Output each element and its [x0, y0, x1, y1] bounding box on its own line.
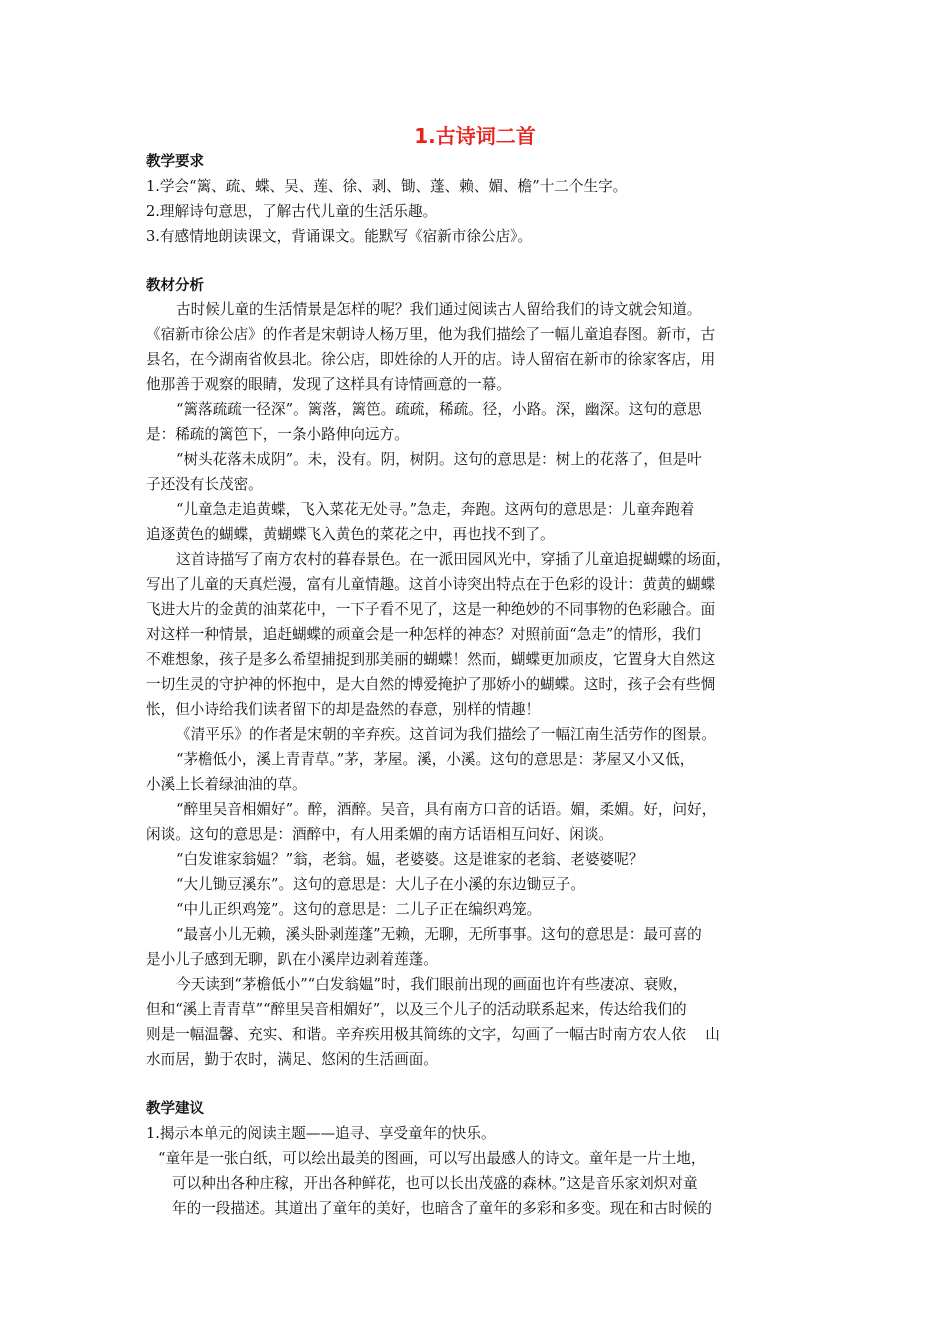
- text-line: “中儿正织鸡笼”。这句的意思是：二儿子正在编织鸡笼。: [176, 901, 542, 918]
- text-line: “醉里吴音相媚好”。醉，酒醉。吴音，具有南方口音的话语。媚，柔媚。好，问好，: [176, 801, 717, 818]
- text-line: 闲谈。这句的意思是：酒醉中，有人用柔媚的南方话语相互问好、闲谈。: [146, 826, 614, 843]
- text-line: “大儿锄豆溪东”。这句的意思是：大儿子在小溪的东边锄豆子。: [176, 876, 585, 893]
- text-line: “儿童急走追黄蝶，飞入菜花无处寻。”急走，奔跑。这两句的意思是：儿童奔跑着: [176, 501, 695, 518]
- requirement-item: 3.有感情地朗读课文，背诵课文。能默写《宿新市徐公店》。: [146, 228, 533, 245]
- text-line: 写出了儿童的天真烂漫，富有儿童情趣。这首小诗突出特点在于色彩的设计：黄黄的蝴蝶: [146, 576, 716, 593]
- text-line: 对这样一种情景，追赶蝴蝶的顽童会是一种怎样的神态？对照前面“急走”的情形，我们: [146, 626, 701, 643]
- requirements-list: [146, 174, 810, 249]
- text-line: “白发谁家翁媪？”翁，老翁。媪，老婆婆。这是谁家的老翁、老婆婆呢？: [176, 851, 644, 868]
- text-line: 则是一幅温馨、充实、和谐。辛弃疾用极其简练的文字，勾画了一幅古时南方农人依 山: [146, 1026, 720, 1043]
- text-line: “童年是一张白纸，可以绘出最美的图画，可以写出最感人的诗文。童年是一片土地，: [158, 1150, 706, 1167]
- text-line: “树头花落未成阴”。未，没有。阴，树阴。这句的意思是：树上的花落了，但是叶: [176, 451, 702, 468]
- text-line: “篱落疏疏一径深”。篱落，篱笆。疏疏，稀疏。径，小路。深，幽深。这句的意思: [176, 401, 702, 418]
- text-line: “最喜小儿无赖，溪头卧剥莲蓬”无赖，无聊，无所事事。这句的意思是：最可喜的: [176, 926, 702, 943]
- text-line: 年的一段描述。其道出了童年的美好，也暗含了童年的多彩和多变。现在和古时候的: [172, 1200, 712, 1217]
- text-line: 不难想象，孩子是多么希望捕捉到那美丽的蝴蝶！然而，蝴蝶更加顽皮，它置身大自然这: [146, 651, 716, 668]
- suggestions-body: [146, 1121, 810, 1221]
- requirement-item: 2.理解诗句意思，了解古代儿童的生活乐趣。: [146, 203, 438, 220]
- text-line: 古时候儿童的生活情景是怎样的呢？我们通过阅读古人留给我们的诗文就会知道。: [176, 301, 702, 318]
- analysis-body: [146, 297, 810, 1072]
- text-line: 怅，但小诗给我们读者留下的却是盎然的春意，别样的情趣！: [146, 701, 541, 718]
- section-heading-analysis: 教材分析: [146, 278, 204, 294]
- text-line: 《清平乐》的作者是宋朝的辛弃疾。这首词为我们描绘了一幅江南生活劳作的图景。: [176, 726, 716, 743]
- text-line: 追逐黄色的蝴蝶，黄蝴蝶飞入黄色的菜花之中，再也找不到了。: [146, 526, 555, 543]
- text-line: 县名，在今湖南省攸县北。徐公店，即姓徐的人开的店。诗人留宿在新市的徐家客店，用: [146, 351, 716, 368]
- text-line: “茅檐低小，溪上青青草。”茅，茅屋。溪，小溪。这句的意思是：茅屋又小又低，: [176, 751, 695, 768]
- section-heading-suggestions: 教学建议: [146, 1101, 204, 1117]
- text-line: 1.揭示本单元的阅读主题——追寻、享受童年的快乐。: [146, 1125, 496, 1142]
- text-line: 飞进大片的金黄的油菜花中，一下子看不见了，这是一种绝妙的不同事物的色彩融合。面: [146, 601, 716, 618]
- text-line: 小溪上长着绿油油的草。: [146, 776, 307, 793]
- text-line: 可以种出各种庄稼，开出各种鲜花，也可以长出茂盛的森林。”这是音乐家刘炽对童: [172, 1175, 698, 1192]
- text-line: 子还没有长茂密。: [146, 476, 263, 493]
- text-line: 今天读到“茅檐低小”“白发翁媪”时，我们眼前出现的画面也许有些凄凉、衰败，: [176, 976, 688, 993]
- text-line: 但和“溪上青青草”“醉里吴音相媚好”，以及三个儿子的活动联系起来，传达给我们的: [146, 1001, 687, 1018]
- page-title: 1.古诗词二首: [414, 124, 536, 148]
- text-line: 水而居，勤于农时，满足、悠闲的生活画面。: [146, 1051, 438, 1068]
- text-line: 是：稀疏的篱笆下，一条小路伸向远方。: [146, 426, 409, 443]
- text-line: 《宿新市徐公店》的作者是宋朝诗人杨万里，他为我们描绘了一幅儿童追春图。新市，古: [146, 326, 716, 343]
- text-line: 是小儿子感到无聊，趴在小溪岸边剥着莲蓬。: [146, 951, 438, 968]
- requirement-item: 1.学会“篱、疏、蝶、吴、莲、徐、剥、锄、蓬、赖、媚、檐”十二个生字。: [146, 178, 628, 195]
- text-line: 这首诗描写了南方农村的暮春景色。在一派田园风光中，穿插了儿童追捉蝴蝶的场面，: [176, 551, 731, 568]
- section-heading-requirements: 教学要求: [146, 154, 204, 170]
- text-line: 一切生灵的守护神的怀抱中，是大自然的博爱掩护了那娇小的蝴蝶。这时，孩子会有些惆: [146, 676, 716, 693]
- text-line: 他那善于观察的眼睛，发现了这样具有诗情画意的一幕。: [146, 376, 511, 393]
